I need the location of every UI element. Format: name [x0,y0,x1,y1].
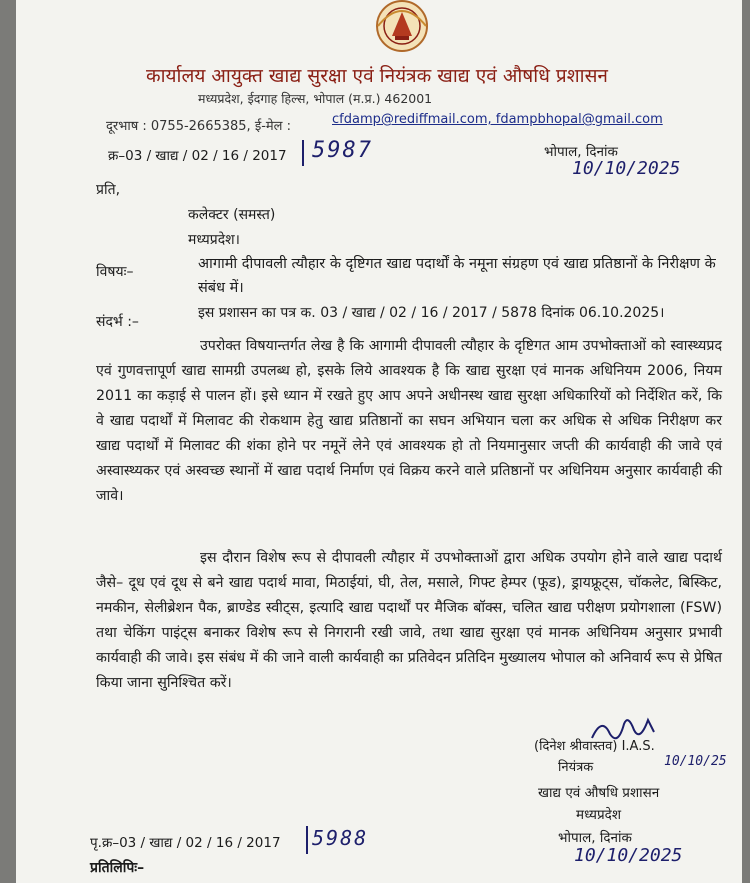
org-name: कार्यालय आयुक्त खाद्य सुरक्षा एवं नियंत्रक खाद्य एवं औषधि प्रशासन [146,65,608,87]
signatory-designation: नियंत्रक [558,760,594,775]
letter-page [16,0,742,883]
reference-number: क्र–03 / खाद्य / 02 / 16 / 2017 [108,148,287,164]
body-paragraph-2: इस दौरान विशेष रूप से दीपावली त्यौहार में उपभोक्ताओं द्वारा अधिक उपयोग होने वाले खाद्य पदार्थ जैसे– दूध एवं दूध से बने खाद्य पदार्थ मावा, मिठाईयां, घी, तेल, मसाले, गिफ्ट हेम्पर (फूड), ड्रायफ्रूट्स, चॉकलेट, बिस्किट, नमकीन, सेलीब्रेशन पैक, ब्राण्डेड स्वीट्स, इत्यादि खाद्य पदार्थों पर मैजिक बॉक्स, चलित खाद्य परीक्षण प्रयोगशाला (FSW) तथा चेकिंग पाइंट्स बनाकर विशेष रूप से निगरानी रखी जावे, तथा खाद्य सुरक्षा एवं मानक अधिनियम अनुसार प्रभावी कार्यवाही की जावे। इस संबंध में की जाने वाली कार्यवाही का प्रतिवेदन प्रतिदिन मुख्यालय भोपाल को अनिवार्य रूप से प्रेषित किया जाना सुनिश्चित करें। [96,550,722,691]
reference-text: इस प्रशासन का पत्र क. 03 / खाद्य / 02 / 16 / 2017 / 5878 दिनांक 06.10.2025। [198,305,665,321]
signatory-state: मध्यप्रदेश [576,807,622,823]
body-paragraph-1: उपरोक्त विषयान्तर्गत लेख है कि आगामी दीपावली त्यौहार के दृष्टिगत आम उपभोक्ताओं को स्वास्थ्यप्रद एवं गुणवत्तापूर्ण खाद्य सामग्री उपलब्ध हो, इसके लिये आवश्यक है कि खाद्य सुरक्षा एवं मानक अधिनियम 2006, नियम 2011 का कड़ाई से पालन हों। इसे ध्यान में रखते हुए आप अपने अधीनस्थ खाद्य सुरक्षा अधिकारियों को निर्देशित करें, कि वे खाद्य पदार्थों में मिलावट की रोकथाम हेतु खाद्य प्रतिष्ठानों का सघन अभियान चला कर अधिक से अधिक निरीक्षण कर खाद्य पदार्थों में मिलावट की शंका होने पर नमूनें लेने एवं आवश्यक हो तो नियमानुसार जप्ती की कार्यवाही की जावे एवं अस्वास्थ्यकर एवं अस्वच्छ स्थानों में खाद्य पदार्थ निर्माण एवं विक्रय करने वाले प्रतिष्ठानों पर अधिनियम अनुसार कार्यवाही की जावे। [96,338,722,504]
endorsement-ref-divider [306,826,308,854]
subject-label: विषयः– [96,264,134,280]
endorsement-reference-number: पृ.क्र–03 / खाद्य / 02 / 16 / 2017 [90,835,281,851]
subject-text: आगामी दीपावली त्यौहार के दृष्टिगत खाद्य पदार्थों के नमूना संग्रहण एवं खाद्य प्रतिष्ठानों के निरीक्षण के संबंध में। [198,256,716,296]
signatory-name: (दिनेश श्रीवास्तव) I.A.S. [534,739,655,754]
to-label: प्रति, [96,182,121,198]
handwritten-ref-number: 5987 [312,138,373,163]
handwritten-endorsement-ref: 5988 [312,826,369,850]
state-emblem-icon [364,0,440,62]
recipient: कलेक्टर (समस्त) [188,207,276,223]
handwritten-endorsement-date: 10/10/2025 [574,845,683,866]
signatory-department: खाद्य एवं औषधि प्रशासन [538,785,660,801]
endorsement-place-date-label: भोपाल, दिनांक [558,830,632,846]
copy-to-label: प्रतिलिपिः– [90,860,145,876]
place-date-label: भोपाल, दिनांक [544,144,618,160]
reference-label: संदर्भ :– [96,314,139,330]
handwritten-date: 10/10/2025 [572,158,681,179]
org-email-links[interactable]: cfdamp@rediffmail.com, fdampbhopal@gmail.com [332,112,663,127]
recipient-location: मध्यप्रदेश। [188,232,240,248]
ref-divider [302,140,304,166]
org-address: मध्यप्रदेश, ईदगाह हिल्स, भोपाल (म.प्र.) 462001 [198,91,433,106]
org-phone: दूरभाष : 0755-2665385, ई-मेल : [106,119,291,134]
handwritten-sign-date: 10/10/25 [664,754,727,769]
